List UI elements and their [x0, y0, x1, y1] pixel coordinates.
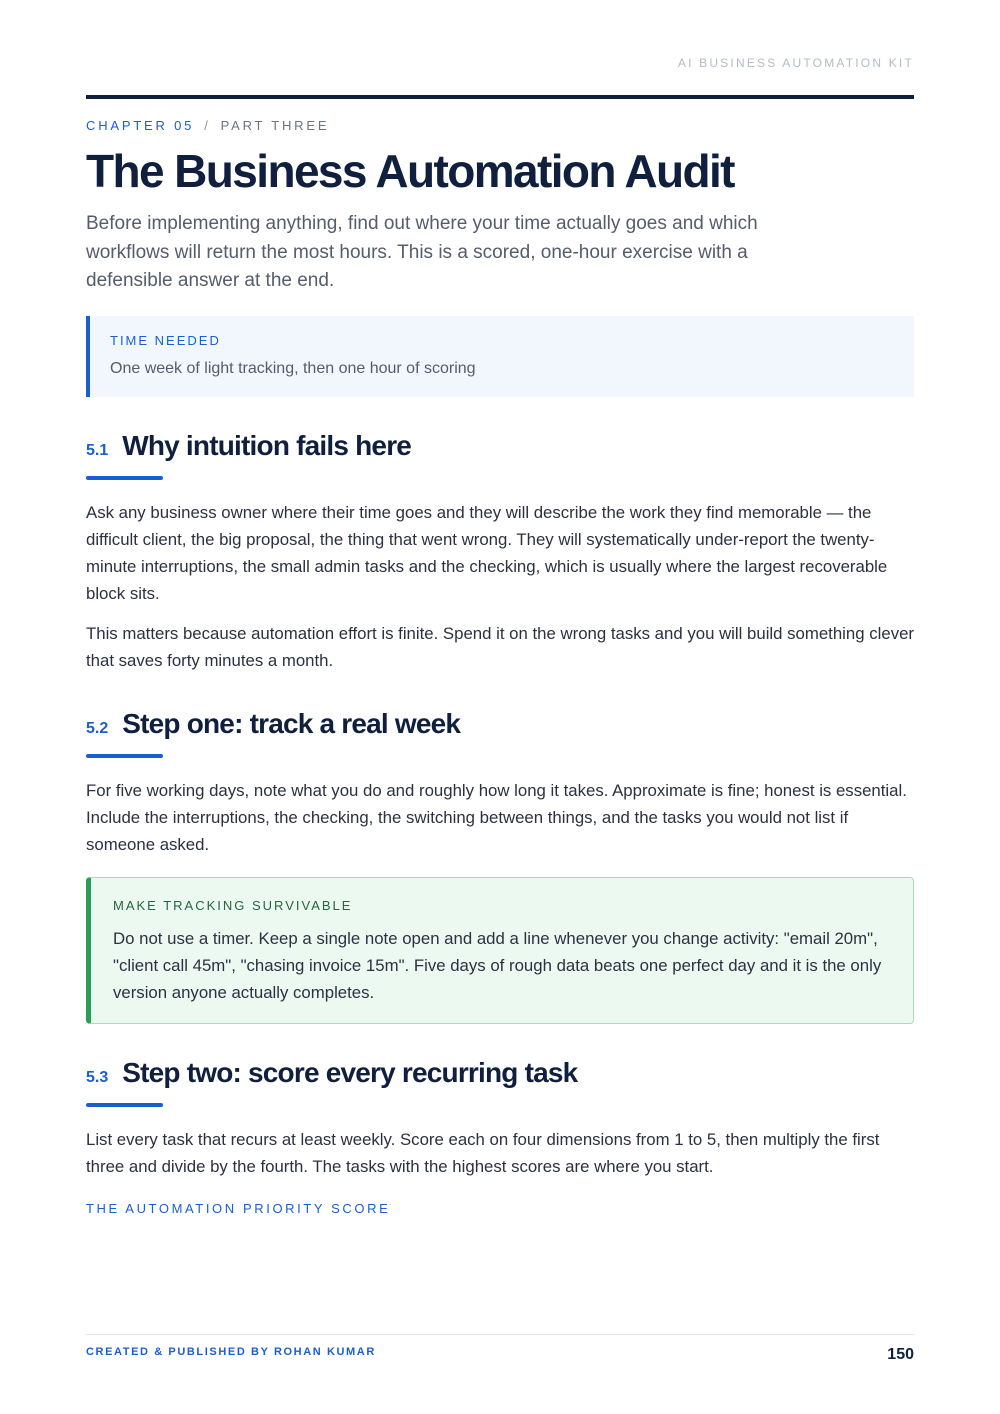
callout-text: One week of light tracking, then one hour of scoring — [110, 360, 476, 377]
intro-paragraph: Before implementing anything, find out where your time actually goes and which workflows will return the most hours. This is a scored, one-hour exercise with a defensible answer at the end. — [86, 213, 758, 291]
top-rule — [86, 95, 914, 99]
section-number: 5.2 — [86, 720, 109, 737]
paragraph: This matters because automation effort is finite. Spend it on the wrong tasks and you will build something clever that saves forty minutes a month. — [86, 624, 915, 670]
section-title: Step one: track a real week — [122, 708, 461, 739]
paragraph: For five working days, note what you do and roughly how long it takes. Approximate is fine; honest is essential. Include the interruptions, the checking, the switching between things, and the tasks you would not list if someone asked. — [86, 781, 907, 854]
section-underline — [86, 476, 163, 480]
time-needed-callout — [86, 316, 914, 397]
paragraph: List every task that recurs at least weekly. Score each on four dimensions from 1 to 5, then multiply the first three and divide by the fourth. The tasks with the highest scores are where you start. — [86, 1130, 880, 1176]
document-page — [86, 0, 914, 1414]
section-underline — [86, 1103, 163, 1107]
running-head: AI BUSINESS AUTOMATION KIT — [677, 56, 914, 70]
section-heading-5-3 — [86, 1057, 577, 1089]
part-label: PART THREE — [220, 118, 330, 133]
page-title: The Business Automation Audit — [86, 145, 734, 197]
page-number: 150 — [887, 1346, 914, 1363]
section-number: 5.1 — [86, 442, 109, 459]
paragraph: Ask any business owner where their time goes and they will describe the work they find memorable — the difficult client, the big proposal, the thing that went wrong. They will systematically under-report the twenty-minute interruptions, the small admin tasks and the checking, which is usually where the largest recoverable block sits. — [86, 503, 888, 603]
footer-rule — [86, 1334, 914, 1335]
callout-label: TIME NEEDED — [110, 333, 221, 348]
callout-label: MAKE TRACKING SURVIVABLE — [113, 898, 353, 913]
section-heading-5-1 — [86, 430, 411, 462]
score-section-label: THE AUTOMATION PRIORITY SCORE — [86, 1201, 391, 1216]
section-number: 5.3 — [86, 1069, 109, 1086]
tracking-tip-callout — [86, 877, 914, 1024]
section-title: Step two: score every recurring task — [122, 1057, 578, 1088]
section-underline — [86, 754, 163, 758]
section-heading-5-2 — [86, 708, 460, 740]
callout-text: Do not use a timer. Keep a single note open and add a line whenever you change activity: "email 20m", "client call 45m", "chasing invoice 15m". Five days of rough data beats one perfect day and it is the only version anyone actually completes. — [113, 929, 882, 1002]
breadcrumb-separator: / — [204, 118, 211, 133]
footer-credit: CREATED & PUBLISHED BY ROHAN KUMAR — [86, 1346, 376, 1358]
section-title: Why intuition fails here — [122, 430, 412, 461]
chapter-label: CHAPTER 05 — [86, 118, 195, 133]
chapter-breadcrumb — [86, 118, 329, 133]
